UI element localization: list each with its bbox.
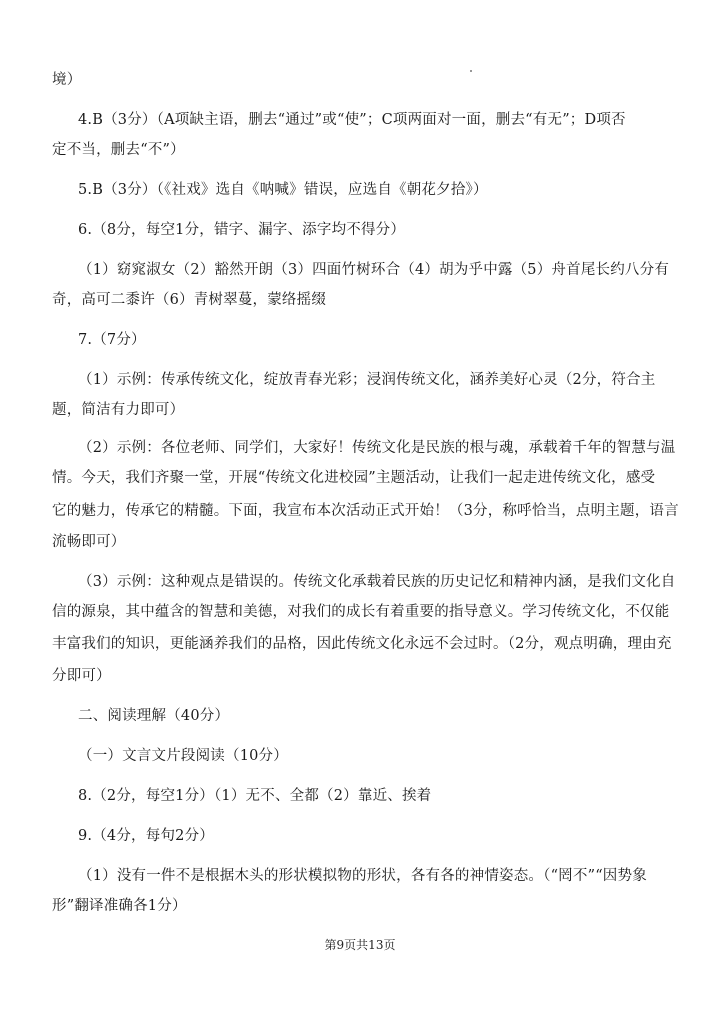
text-line: 8.（2分，每空1分）（1）无不、全都（2）靠近、挨着 xyxy=(78,788,432,804)
text-line: 它的魅力，传承它的精髓。下面，我宣布本次活动正式开始！（3分，称呼恰当，点明主题，语言 xyxy=(52,503,679,519)
stray-dot xyxy=(470,70,472,72)
text-line: 定不当，删去“不”） xyxy=(52,142,185,158)
subsection-heading: （一）文言文片段阅读（10分） xyxy=(78,748,288,764)
text-line: 形”翻译准确各1分） xyxy=(52,898,187,914)
section-heading: 二、阅读理解（40分） xyxy=(78,708,230,724)
text-line: 流畅即可） xyxy=(52,534,126,550)
text-line: （1）示例：传承传统文化，绽放青春光彩；浸润传统文化，涵养美好心灵（2分，符合主 xyxy=(78,372,656,388)
text-line: 分即可） xyxy=(52,668,111,684)
text-line: 信的源泉，其中蕴含的智慧和美德，对我们的成长有着重要的指导意义。学习传统文化，不仅能 xyxy=(52,604,670,620)
text-line: 7.（7分） xyxy=(78,332,146,348)
text-line: 题，简洁有力即可） xyxy=(52,402,185,418)
page-number-footer: 第9页共13页 xyxy=(324,938,396,952)
text-line: （1）没有一件不是根据木头的形状模拟物的形状，各有各的神情姿态。（“罔不”“因势象 xyxy=(78,868,647,884)
text-line: 情。今天，我们齐聚一堂，开展“传统文化进校园”主题活动，让我们一起走进传统文化，感受 xyxy=(52,470,656,486)
text-line: 奇，高可二黍许（6）青树翠蔓，蒙络摇缀 xyxy=(52,292,327,308)
text-line: （3）示例：这种观点是错误的。传统文化承载着民族的历史记忆和精神内涵，是我们文化自 xyxy=(78,574,676,590)
text-line: 5.B（3分）（《社戏》选自《呐喊》错误，应选自《朝花夕拾》） xyxy=(78,182,488,198)
text-line: （2）示例：各位老师、同学们，大家好！传统文化是民族的根与魂，承载着千年的智慧与温 xyxy=(78,440,676,456)
text-line: 9.（4分，每句2分） xyxy=(78,828,214,844)
text-line: 丰富我们的知识，更能涵养我们的品格，因此传统文化永远不会过时。（2分，观点明确，理由充 xyxy=(52,636,672,652)
text-line: 6.（8分，每空1分，错字、漏字、添字均不得分） xyxy=(78,222,406,238)
text-line: （1）窈窕淑女（2）豁然开朗（3）四面竹树环合（4）胡为乎中露（5）舟首尾长约八分有 xyxy=(78,262,670,278)
text-line: 境） xyxy=(52,72,82,88)
text-line: 4.B（3分）（A项缺主语，删去“通过”或“使”；C项两面对一面，删去“有无”；D项否 xyxy=(78,112,626,128)
